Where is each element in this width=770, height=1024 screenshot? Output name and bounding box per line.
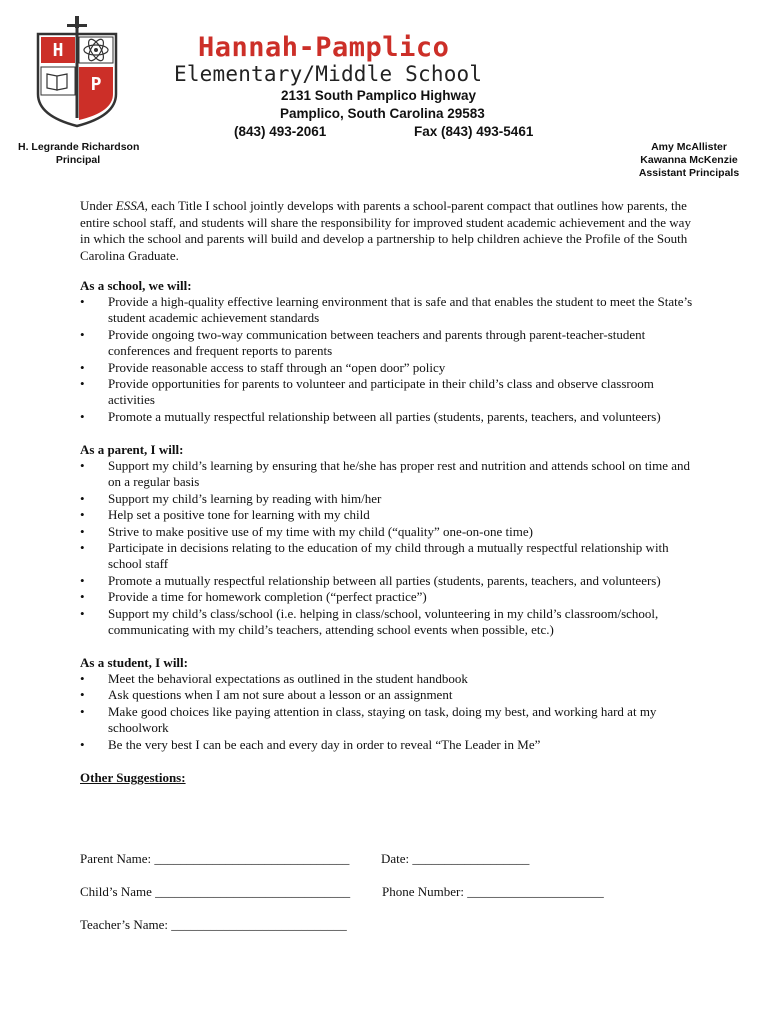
bullet: • — [80, 523, 85, 539]
list-item: • Provide ongoing two-way communication between teachers and parents through parent-teacher-student conferences and frequent reports to parents — [80, 326, 646, 359]
parent-name-field[interactable]: Parent Name: ______________________________ — [80, 851, 350, 866]
intro-text: , each Title I school jointly develops with parents a school-parent compact that outlines how parents, the entire school staff, and students will share the responsibility for improved student academic achievement and the way in which the school and parents will build and develop a partnership to help children achieve the Profile of the South Carolina Graduate. — [80, 198, 691, 263]
svg-text:H: H — [52, 40, 64, 61]
principal-block — [18, 141, 138, 167]
bullet: • — [80, 507, 85, 523]
list-item: • Provide a time for homework completion (“perfect practice”) — [80, 589, 427, 605]
school-section-title: As a school, we will: — [80, 278, 192, 293]
bullet: • — [80, 572, 85, 588]
list-item: • Strive to make positive use of my time with my child (“quality” one-on-one time) — [80, 523, 533, 539]
assistant-principals-title: Assistant Principals — [638, 167, 740, 179]
student-section-title: As a student, I will: — [80, 655, 188, 670]
intro-paragraph — [80, 198, 700, 264]
student-commitments-list — [80, 671, 704, 753]
bullet: • — [80, 589, 85, 605]
school-name: Hannah-Pamplico — [198, 32, 450, 63]
principal-title: Principal — [55, 154, 101, 166]
fax-number: Fax (843) 493-5461 — [414, 124, 534, 139]
phone-number-field[interactable]: Phone Number: _____________________ — [382, 884, 604, 899]
list-item: • Promote a mutually respectful relationship between all parties (students, parents, teachers, and volunteers) — [80, 572, 661, 588]
parent-commitments-list — [80, 458, 704, 638]
list-item: • Make good choices like paying attention in class, staying on task, doing my best, and working hard at my schoolwork — [80, 703, 657, 736]
assistant-principal-1: Amy McAllister — [651, 141, 727, 153]
bullet: • — [80, 687, 85, 703]
parent-section-title: As a parent, I will: — [80, 442, 184, 457]
list-item: • Provide opportunities for parents to volunteer and participate in their child’s class and observe classroom activities — [80, 376, 654, 408]
bullet: • — [80, 703, 85, 719]
list-item: • Support my child’s learning by reading with him/her — [80, 490, 382, 506]
list-item: • Participate in decisions relating to the education of my child through a mutually respectful relationship with school staff — [80, 540, 669, 572]
child-name-field[interactable]: Child’s Name ______________________________ — [80, 884, 351, 899]
list-item: • Meet the behavioral expectations as outlined in the student handbook — [80, 671, 468, 686]
bullet: • — [80, 458, 85, 473]
principal-name: H. Legrande Richardson — [18, 141, 140, 153]
bullet: • — [80, 376, 85, 392]
assistant-principals-block — [636, 141, 742, 180]
bullet: • — [80, 294, 85, 309]
list-item: • Ask questions when I am not sure about a lesson or an assignment — [80, 687, 453, 703]
svg-text:P: P — [90, 74, 102, 95]
date-field[interactable]: Date: __________________ — [381, 851, 530, 866]
list-item: • Provide reasonable access to staff through an “open door” policy — [80, 359, 446, 375]
bullet: • — [80, 736, 85, 752]
bullet: • — [80, 326, 85, 342]
list-item: • Support my child’s class/school (i.e. helping in class/school, volunteering in my child’s classroom/school, communicating with my child’s teachers, attending school events when possible, etc.) — [80, 605, 659, 638]
bullet: • — [80, 408, 85, 424]
bullet: • — [80, 540, 85, 556]
teacher-name-field[interactable]: Teacher’s Name: ___________________________ — [80, 917, 347, 932]
bullet: • — [80, 490, 85, 506]
school-subtitle: Elementary/Middle School — [174, 62, 483, 86]
list-item: • Be the very best I can be each and every day in order to reveal “The Leader in Me” — [80, 736, 541, 752]
list-item: • Promote a mutually respectful relationship between all parties (students, parents, teachers, and volunteers) — [80, 408, 661, 424]
address-line-1: 2131 South Pamplico Highway — [281, 88, 477, 103]
list-item: • Provide a high-quality effective learning environment that is safe and that enables the student to meet the State’s student academic achievement standards — [80, 294, 693, 326]
intro-prefix: Under — [80, 198, 116, 213]
list-item: • Support my child’s learning by ensuring that he/she has proper rest and nutrition and attends school on time and on a regular basis — [80, 458, 690, 490]
bullet: • — [80, 605, 85, 621]
phone-number: (843) 493-2061 — [234, 124, 327, 139]
assistant-principal-2: Kawanna McKenzie — [640, 154, 738, 166]
school-commitments-list — [80, 294, 704, 425]
list-item: • Help set a positive tone for learning with my child — [80, 507, 370, 523]
other-suggestions-heading: Other Suggestions: — [80, 770, 186, 785]
school-crest-logo — [36, 16, 118, 128]
address-line-2: Pamplico, South Carolina 29583 — [280, 106, 485, 121]
intro-essa: ESSA — [115, 198, 145, 213]
bullet: • — [80, 359, 85, 375]
bullet: • — [80, 671, 85, 686]
